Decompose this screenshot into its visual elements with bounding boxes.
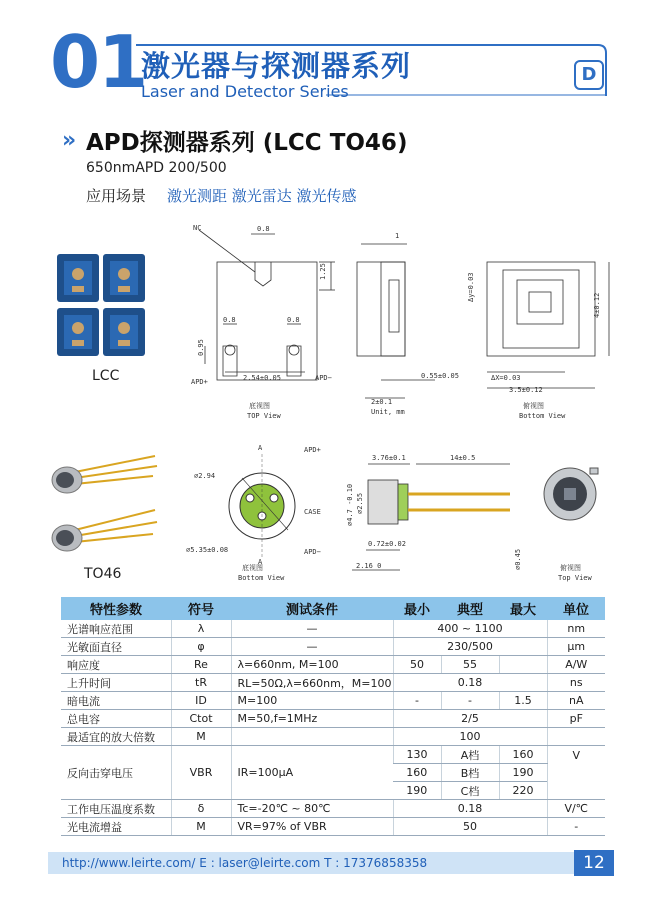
dim-label: 2.54±0.05 (243, 374, 281, 382)
dim-label: ∅4.7 -0.10 (346, 483, 354, 526)
view-caption: 俯视图 (560, 564, 581, 572)
to46-side-view (352, 464, 510, 570)
lcc-top-view (199, 230, 335, 380)
condition-cell: VR=97% of VBR (231, 818, 393, 836)
dim-label: ∅2.55 (356, 492, 364, 514)
unit-cell: μm (547, 638, 605, 656)
table-row (61, 656, 605, 674)
nc-label: NC (193, 224, 202, 232)
table-row (61, 638, 605, 656)
dim-label: 4±0.12 (593, 292, 601, 318)
section-subtitle: 650nmAPD 200/500 (86, 160, 227, 176)
max-cell: 160 (499, 746, 547, 764)
dim-label: ∅2.94 (194, 472, 216, 480)
condition-cell (231, 728, 393, 746)
symbol-cell: M (171, 818, 231, 836)
section-badge: D (574, 60, 604, 90)
max-cell (499, 656, 547, 674)
unit-cell (547, 728, 605, 746)
min-cell: 190 (393, 782, 441, 800)
dim-label: 3.76±0.1 (372, 454, 406, 462)
symbol-cell: M (171, 728, 231, 746)
condition-cell: M=100 (231, 692, 393, 710)
table-row (61, 818, 605, 836)
symbol-cell: Ctot (171, 710, 231, 728)
typ-cell: C档 (441, 782, 499, 800)
symbol-cell: φ (171, 638, 231, 656)
unit-cell: nm (547, 620, 605, 638)
unit-cell: - (547, 818, 605, 836)
pin-label: APD− (304, 548, 321, 556)
max-cell: 220 (499, 782, 547, 800)
dim-label: 0.55±0.05 (421, 372, 459, 380)
table-header-row (61, 597, 605, 620)
view-caption: 底视图 (249, 402, 270, 410)
page-subtitle: Laser and Detector Series (141, 82, 349, 101)
dim-label: 3.5±0.12 (509, 386, 543, 394)
max-cell: 190 (499, 764, 547, 782)
typ-cell: 55 (441, 656, 499, 674)
header-max: 最大 (499, 597, 547, 620)
axis-label: A (258, 444, 263, 452)
view-caption: Top View (558, 574, 592, 582)
section-title: APD探测器系列 (LCC TO46) (86, 130, 408, 156)
unit-cell: pF (547, 710, 605, 728)
unit-cell: V (547, 746, 605, 800)
dim-label: ∅5.35±0.08 (186, 546, 229, 554)
lcc-chip-4 (103, 308, 145, 356)
lcc-bottom-view (487, 262, 609, 388)
table-row (61, 710, 605, 728)
dim-label: 1.25 (319, 263, 327, 280)
unit-cell: ns (547, 674, 605, 692)
param-cell: 响应度 (61, 656, 171, 674)
chevron-right-icon: ›› (62, 128, 73, 153)
dim-label: 2.16 0 (356, 562, 382, 570)
view-caption: Bottom View (519, 412, 566, 420)
condition-cell: Tc=-20℃ ~ 80℃ (231, 800, 393, 818)
header-condition: 测试条件 (231, 597, 393, 620)
min-cell: 50 (393, 656, 441, 674)
pin-label: APD+ (304, 446, 321, 454)
table-row (61, 674, 605, 692)
pin-label: APD+ (191, 378, 208, 386)
lcc-label: LCC (92, 368, 120, 384)
pin-label: CASE (304, 508, 321, 516)
to46-product-photo (45, 448, 160, 560)
condition-cell: — (231, 620, 393, 638)
dim-label: ΔX=0.03 (491, 374, 521, 382)
dim-label: 0.8 (257, 225, 270, 233)
section-number: 01 (50, 20, 147, 104)
page-number: 12 (574, 850, 614, 876)
header-unit: 单位 (547, 597, 605, 620)
application-value: 激光测距 激光雷达 激光传感 (167, 187, 357, 205)
dim-label: 1 (395, 232, 400, 240)
condition-cell: M=50,f=1MHz (231, 710, 393, 728)
dim-label: ∅0.45 (514, 548, 522, 570)
typ-cell: 100 (393, 728, 547, 746)
to46-label: TO46 (84, 566, 122, 582)
header-symbol: 符号 (171, 597, 231, 620)
max-cell: 1.5 (499, 692, 547, 710)
condition-cell: λ=660nm, M=100 (231, 656, 393, 674)
symbol-cell: VBR (171, 746, 231, 800)
param-cell: 光敏面直径 (61, 638, 171, 656)
min-cell: 130 (393, 746, 441, 764)
table-row (61, 728, 605, 746)
symbol-cell: λ (171, 620, 231, 638)
to46-bottom-view (229, 454, 295, 558)
symbol-cell: ID (171, 692, 231, 710)
typ-cell: 50 (393, 818, 547, 836)
table-row (61, 692, 605, 710)
lcc-product-photo (55, 252, 147, 360)
view-caption: 俯视图 (523, 402, 544, 410)
param-cell: 反向击穿电压 (61, 746, 171, 800)
typ-cell: 400 ~ 1100 (393, 620, 547, 638)
condition-cell: IR=100μA (231, 746, 393, 800)
param-cell: 最适宜的放大倍数 (61, 728, 171, 746)
to46-top-view (544, 468, 598, 520)
lcc-chip-2 (103, 254, 145, 302)
lcc-chip-1 (57, 254, 99, 302)
unit-cell: nA (547, 692, 605, 710)
dim-label: 0.8 (223, 316, 236, 324)
spec-table (61, 597, 605, 836)
param-cell: 暗电流 (61, 692, 171, 710)
pin-label: APD− (315, 374, 332, 382)
page-title: 激光器与探测器系列 (141, 49, 412, 83)
min-cell: - (393, 692, 441, 710)
lcc-technical-drawing (185, 222, 615, 422)
typ-cell: 0.18 (393, 674, 547, 692)
application-label: 应用场景 (86, 187, 147, 205)
typ-cell: 230/500 (393, 638, 547, 656)
lcc-chip-3 (57, 308, 99, 356)
param-cell: 光电流增益 (61, 818, 171, 836)
symbol-cell: tR (171, 674, 231, 692)
condition-cell: — (231, 638, 393, 656)
view-caption: TOP View (247, 412, 281, 420)
min-cell: 160 (393, 764, 441, 782)
to46-can-2 (52, 510, 157, 551)
to46-technical-drawing (180, 440, 620, 588)
view-caption: 底视图 (242, 564, 263, 572)
dim-label: Δy=0.03 (467, 272, 475, 302)
param-cell: 光谱响应范围 (61, 620, 171, 638)
unit-label: Unit, mm (371, 408, 405, 416)
symbol-cell: δ (171, 800, 231, 818)
table-row (61, 800, 605, 818)
header-param: 特性参数 (61, 597, 171, 620)
symbol-cell: Re (171, 656, 231, 674)
table-row (61, 620, 605, 638)
typ-cell: A档 (441, 746, 499, 764)
param-cell: 总电容 (61, 710, 171, 728)
typ-cell: 0.18 (393, 800, 547, 818)
unit-cell: A/W (547, 656, 605, 674)
typ-cell: 2/5 (393, 710, 547, 728)
footer-contact[interactable]: http://www.leirte.com/ E : laser@leirte.com T : 17376858358 (62, 856, 428, 870)
typ-cell: - (441, 692, 499, 710)
condition-cell: RL=50Ω,λ=660nm，M=100 (231, 674, 393, 692)
dim-label: 0.72±0.02 (368, 540, 406, 548)
header-typ: 典型 (441, 597, 499, 620)
table-row (61, 746, 605, 764)
typ-cell: B档 (441, 764, 499, 782)
dim-label: 14±0.5 (450, 454, 476, 462)
dim-label: 2±0.1 (371, 398, 393, 406)
param-cell: 工作电压温度系数 (61, 800, 171, 818)
header-min: 最小 (393, 597, 441, 620)
dim-label: 0.8 (287, 316, 300, 324)
view-caption: Bottom View (238, 574, 285, 582)
unit-cell: V/℃ (547, 800, 605, 818)
param-cell: 上升时间 (61, 674, 171, 692)
dim-label: 0.95 (197, 339, 205, 356)
to46-can-1 (52, 456, 157, 493)
axis-label: A (258, 558, 263, 566)
